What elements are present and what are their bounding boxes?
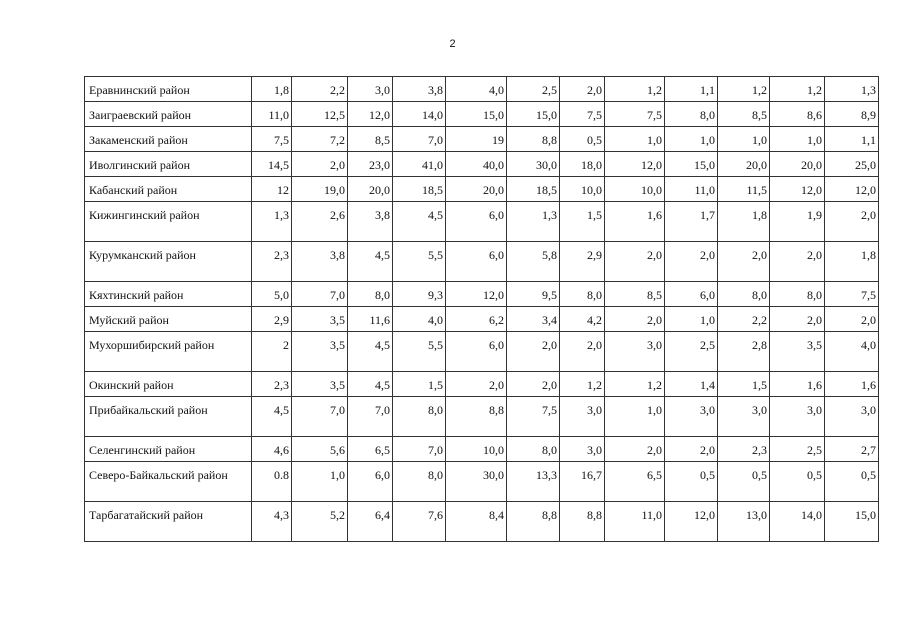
value-cell: 20,0: [446, 177, 507, 202]
value-cell: 1,0: [770, 127, 825, 152]
value-cell: 7,5: [825, 282, 879, 307]
value-cell: 5,0: [252, 282, 292, 307]
value-cell: 10,0: [560, 177, 605, 202]
value-cell: 8,0: [560, 282, 605, 307]
value-cell: 12,0: [770, 177, 825, 202]
district-name-cell: Кижингинский район: [85, 202, 252, 242]
value-cell: 4,5: [348, 372, 393, 397]
value-cell: 10,0: [605, 177, 665, 202]
district-name-cell: Кяхтинский район: [85, 282, 252, 307]
value-cell: 8,0: [665, 102, 718, 127]
value-cell: 41,0: [393, 152, 446, 177]
value-cell: 8,8: [507, 127, 560, 152]
value-cell: 3,0: [825, 397, 879, 437]
value-cell: 11,0: [605, 502, 665, 542]
value-cell: 2,0: [825, 307, 879, 332]
table-row: [85, 282, 879, 307]
value-cell: 23,0: [348, 152, 393, 177]
district-data-table: [84, 76, 879, 542]
value-cell: 1,0: [605, 397, 665, 437]
value-cell: 3,0: [560, 437, 605, 462]
district-name-cell: Северо-Байкальский район: [85, 462, 252, 502]
value-cell: 12,0: [446, 282, 507, 307]
table-row: [85, 202, 879, 242]
value-cell: 11,0: [665, 177, 718, 202]
value-cell: 7,0: [292, 282, 348, 307]
value-cell: 2,0: [446, 372, 507, 397]
value-cell: 4,5: [348, 332, 393, 372]
value-cell: 2,0: [605, 242, 665, 282]
value-cell: 1,8: [718, 202, 770, 242]
value-cell: 2,0: [605, 437, 665, 462]
value-cell: 20,0: [770, 152, 825, 177]
value-cell: 1,1: [825, 127, 879, 152]
value-cell: 8,5: [718, 102, 770, 127]
table-row: [85, 437, 879, 462]
value-cell: 1,3: [825, 77, 879, 102]
value-cell: 15,0: [507, 102, 560, 127]
value-cell: 1,5: [560, 202, 605, 242]
value-cell: 19,0: [292, 177, 348, 202]
value-cell: 13,3: [507, 462, 560, 502]
district-name-cell: Кабанский район: [85, 177, 252, 202]
value-cell: 7,0: [348, 397, 393, 437]
table-row: [85, 307, 879, 332]
value-cell: 4,3: [252, 502, 292, 542]
table-row: [85, 102, 879, 127]
value-cell: 2,9: [560, 242, 605, 282]
value-cell: 3,0: [605, 332, 665, 372]
value-cell: 1,3: [252, 202, 292, 242]
value-cell: 16,7: [560, 462, 605, 502]
value-cell: 9,3: [393, 282, 446, 307]
value-cell: 8,5: [605, 282, 665, 307]
value-cell: 30,0: [446, 462, 507, 502]
value-cell: 11,0: [252, 102, 292, 127]
table-row: [85, 177, 879, 202]
value-cell: 2,0: [770, 242, 825, 282]
value-cell: 20,0: [348, 177, 393, 202]
value-cell: 5,6: [292, 437, 348, 462]
value-cell: 6,0: [446, 242, 507, 282]
value-cell: 8,8: [446, 397, 507, 437]
value-cell: 12,0: [605, 152, 665, 177]
value-cell: 2,5: [507, 77, 560, 102]
value-cell: 3,8: [348, 202, 393, 242]
value-cell: 2,2: [718, 307, 770, 332]
page-number: 2: [449, 38, 456, 50]
value-cell: 6,0: [446, 332, 507, 372]
value-cell: 8,0: [393, 462, 446, 502]
value-cell: 10,0: [446, 437, 507, 462]
value-cell: 12,0: [348, 102, 393, 127]
value-cell: 2,0: [560, 332, 605, 372]
value-cell: 5,8: [507, 242, 560, 282]
table-row: [85, 152, 879, 177]
value-cell: 4,0: [446, 77, 507, 102]
value-cell: 0,5: [825, 462, 879, 502]
value-cell: 8,8: [560, 502, 605, 542]
value-cell: 2,3: [252, 372, 292, 397]
value-cell: 2,0: [560, 77, 605, 102]
table-row: [85, 127, 879, 152]
value-cell: 1,5: [393, 372, 446, 397]
value-cell: 3,5: [292, 307, 348, 332]
value-cell: 15,0: [665, 152, 718, 177]
value-cell: 2,7: [825, 437, 879, 462]
value-cell: 12,0: [665, 502, 718, 542]
table-row: [85, 77, 879, 102]
value-cell: 1,2: [770, 77, 825, 102]
value-cell: 7,0: [292, 397, 348, 437]
value-cell: 4,2: [560, 307, 605, 332]
value-cell: 2: [252, 332, 292, 372]
value-cell: 2,0: [770, 307, 825, 332]
value-cell: 13,0: [718, 502, 770, 542]
value-cell: 2,3: [718, 437, 770, 462]
value-cell: 1,6: [770, 372, 825, 397]
value-cell: 7,5: [605, 102, 665, 127]
value-cell: 3,0: [665, 397, 718, 437]
value-cell: 25,0: [825, 152, 879, 177]
value-cell: 8,0: [348, 282, 393, 307]
value-cell: 14,5: [252, 152, 292, 177]
value-cell: 11,5: [718, 177, 770, 202]
value-cell: 8,5: [348, 127, 393, 152]
district-name-cell: Курумканский район: [85, 242, 252, 282]
district-name-cell: Закаменский район: [85, 127, 252, 152]
value-cell: 18,5: [507, 177, 560, 202]
value-cell: 7,5: [252, 127, 292, 152]
value-cell: 1,2: [605, 77, 665, 102]
value-cell: 1,4: [665, 372, 718, 397]
value-cell: 12,0: [825, 177, 879, 202]
value-cell: 8,0: [393, 397, 446, 437]
value-cell: 0,5: [718, 462, 770, 502]
value-cell: 3,5: [292, 332, 348, 372]
value-cell: 6,0: [665, 282, 718, 307]
value-cell: 2,8: [718, 332, 770, 372]
value-cell: 7,5: [507, 397, 560, 437]
value-cell: 3,0: [718, 397, 770, 437]
district-name-cell: Еравнинский район: [85, 77, 252, 102]
district-name-cell: Селенгинский район: [85, 437, 252, 462]
value-cell: 3,0: [770, 397, 825, 437]
value-cell: 11,6: [348, 307, 393, 332]
value-cell: 1,1: [665, 77, 718, 102]
value-cell: 1,0: [605, 127, 665, 152]
value-cell: 6,5: [348, 437, 393, 462]
value-cell: 8,9: [825, 102, 879, 127]
value-cell: 3,0: [560, 397, 605, 437]
value-cell: 2,0: [718, 242, 770, 282]
value-cell: 6,0: [446, 202, 507, 242]
value-cell: 4,5: [393, 202, 446, 242]
district-name-cell: Окинский район: [85, 372, 252, 397]
value-cell: 1,6: [605, 202, 665, 242]
table-row: [85, 242, 879, 282]
value-cell: 2,9: [252, 307, 292, 332]
value-cell: 0.8: [252, 462, 292, 502]
value-cell: 8,0: [718, 282, 770, 307]
value-cell: 5,2: [292, 502, 348, 542]
value-cell: 2,0: [507, 372, 560, 397]
value-cell: 3,5: [292, 372, 348, 397]
value-cell: 1,9: [770, 202, 825, 242]
value-cell: 2,5: [665, 332, 718, 372]
district-name-cell: Заиграевский район: [85, 102, 252, 127]
value-cell: 6,2: [446, 307, 507, 332]
table-row: [85, 332, 879, 372]
district-name-cell: Прибайкальский район: [85, 397, 252, 437]
value-cell: 3,8: [292, 242, 348, 282]
district-name-cell: Мухоршибирский район: [85, 332, 252, 372]
value-cell: 18,5: [393, 177, 446, 202]
value-cell: 40,0: [446, 152, 507, 177]
value-cell: 19: [446, 127, 507, 152]
value-cell: 2,3: [252, 242, 292, 282]
value-cell: 0,5: [770, 462, 825, 502]
value-cell: 18,0: [560, 152, 605, 177]
value-cell: 2,0: [825, 202, 879, 242]
value-cell: 7,6: [393, 502, 446, 542]
value-cell: 1,5: [718, 372, 770, 397]
district-name-cell: Муйский район: [85, 307, 252, 332]
value-cell: 2,5: [770, 437, 825, 462]
value-cell: 2,0: [665, 437, 718, 462]
table-row: [85, 397, 879, 437]
value-cell: 1,0: [292, 462, 348, 502]
value-cell: 1,2: [718, 77, 770, 102]
value-cell: 9,5: [507, 282, 560, 307]
value-cell: 3,8: [393, 77, 446, 102]
value-cell: 12: [252, 177, 292, 202]
value-cell: 1,0: [665, 307, 718, 332]
value-cell: 1,2: [605, 372, 665, 397]
value-cell: 1,3: [507, 202, 560, 242]
value-cell: 4,0: [393, 307, 446, 332]
value-cell: 5,5: [393, 332, 446, 372]
value-cell: 12,5: [292, 102, 348, 127]
value-cell: 4,5: [348, 242, 393, 282]
value-cell: 6,4: [348, 502, 393, 542]
value-cell: 7,5: [560, 102, 605, 127]
value-cell: 14,0: [770, 502, 825, 542]
value-cell: 1,0: [665, 127, 718, 152]
value-cell: 15,0: [825, 502, 879, 542]
value-cell: 1,0: [718, 127, 770, 152]
value-cell: 0,5: [665, 462, 718, 502]
table-row: [85, 462, 879, 502]
value-cell: 1,2: [560, 372, 605, 397]
value-cell: 2,0: [665, 242, 718, 282]
value-cell: 4,0: [825, 332, 879, 372]
value-cell: 3,5: [770, 332, 825, 372]
value-cell: 2,6: [292, 202, 348, 242]
value-cell: 4,6: [252, 437, 292, 462]
value-cell: 5,5: [393, 242, 446, 282]
district-name-cell: Иволгинский район: [85, 152, 252, 177]
value-cell: 3,4: [507, 307, 560, 332]
value-cell: 2,0: [292, 152, 348, 177]
value-cell: 6,5: [605, 462, 665, 502]
value-cell: 2,0: [507, 332, 560, 372]
value-cell: 8,4: [446, 502, 507, 542]
value-cell: 1,8: [252, 77, 292, 102]
value-cell: 3,0: [348, 77, 393, 102]
value-cell: 8,0: [507, 437, 560, 462]
value-cell: 1,6: [825, 372, 879, 397]
value-cell: 4,5: [252, 397, 292, 437]
value-cell: 7,2: [292, 127, 348, 152]
value-cell: 0,5: [560, 127, 605, 152]
value-cell: 7,0: [393, 437, 446, 462]
table-row: [85, 502, 879, 542]
value-cell: 30,0: [507, 152, 560, 177]
table-row: [85, 372, 879, 397]
value-cell: 15,0: [446, 102, 507, 127]
value-cell: 14,0: [393, 102, 446, 127]
district-name-cell: Тарбагатайский район: [85, 502, 252, 542]
value-cell: 6,0: [348, 462, 393, 502]
value-cell: 7,0: [393, 127, 446, 152]
value-cell: 8,6: [770, 102, 825, 127]
value-cell: 2,2: [292, 77, 348, 102]
value-cell: 20,0: [718, 152, 770, 177]
value-cell: 8,0: [770, 282, 825, 307]
value-cell: 2,0: [605, 307, 665, 332]
value-cell: 1,7: [665, 202, 718, 242]
value-cell: 8,8: [507, 502, 560, 542]
value-cell: 1,8: [825, 242, 879, 282]
